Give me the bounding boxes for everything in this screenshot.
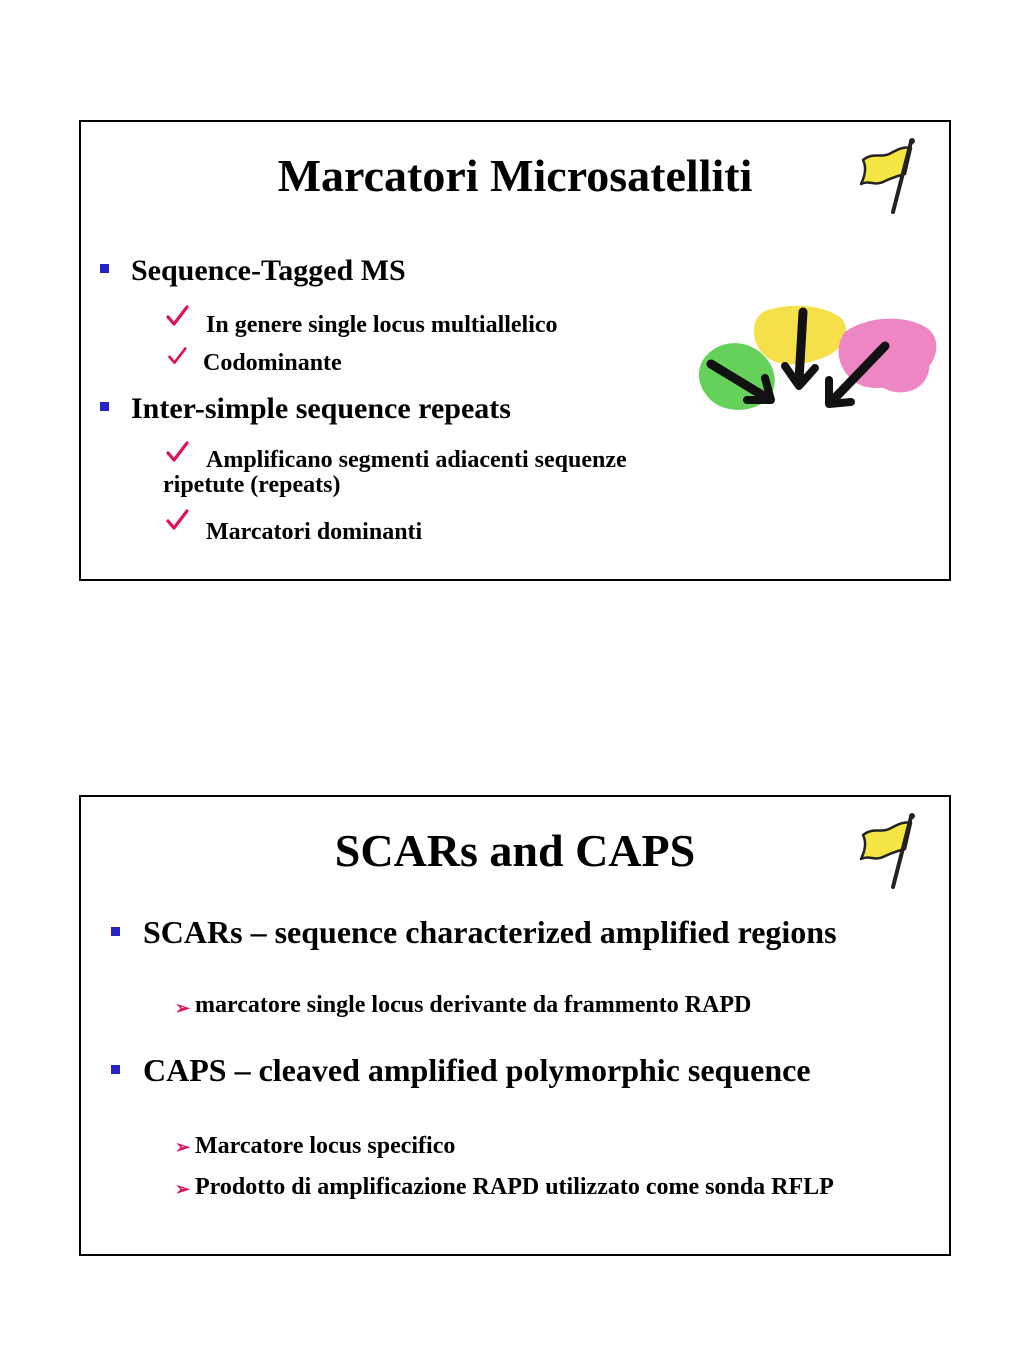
flag-icon: [855, 134, 931, 218]
sub-bullet-item: Amplificano segmenti adiacenti sequenze ripetute (repeats): [163, 447, 627, 498]
slide-title-box: [79, 120, 951, 228]
converging-arrows-illustration: [695, 302, 943, 424]
sub-bullet-item: Marcatore locus specifico: [195, 1133, 456, 1159]
slide-title-box: [79, 795, 951, 903]
arrow-bullet-icon: ➢: [175, 1137, 191, 1157]
slide-body: [79, 901, 951, 1256]
sub-bullet-item: Prodotto di amplificazione RAPD utilizzato come sonda RFLP: [195, 1174, 834, 1200]
bullet-item: CAPS – cleaved amplified polymorphic sequence: [143, 1052, 811, 1088]
sub-bullet-item: Marcatori dominanti: [206, 519, 423, 545]
arrow-bullet-icon: ➢: [175, 1179, 191, 1199]
bullet-item: Inter-simple sequence repeats: [131, 392, 511, 425]
slide-title: SCARs and CAPS: [334, 825, 696, 876]
sub-bullet-item: In genere single locus multiallelico: [206, 312, 558, 338]
square-bullet-icon: [100, 264, 109, 273]
sub-bullet-item: marcatore single locus derivante da frammento RAPD: [195, 992, 752, 1018]
bullet-item: SCARs – sequence characterized amplified regions: [143, 914, 837, 950]
flag-icon: [855, 809, 931, 893]
slide-body: [79, 226, 951, 581]
checkmark-icon: [165, 304, 189, 328]
arrow-bullet-icon: ➢: [175, 998, 191, 1018]
checkmark-icon: [167, 346, 187, 366]
sub-bullet-item: Codominante: [203, 350, 342, 376]
bullet-item: Sequence-Tagged MS: [131, 254, 406, 287]
square-bullet-icon: [100, 402, 109, 411]
checkmark-icon: [165, 508, 189, 532]
slide-title: Marcatori Microsatelliti: [277, 150, 753, 201]
